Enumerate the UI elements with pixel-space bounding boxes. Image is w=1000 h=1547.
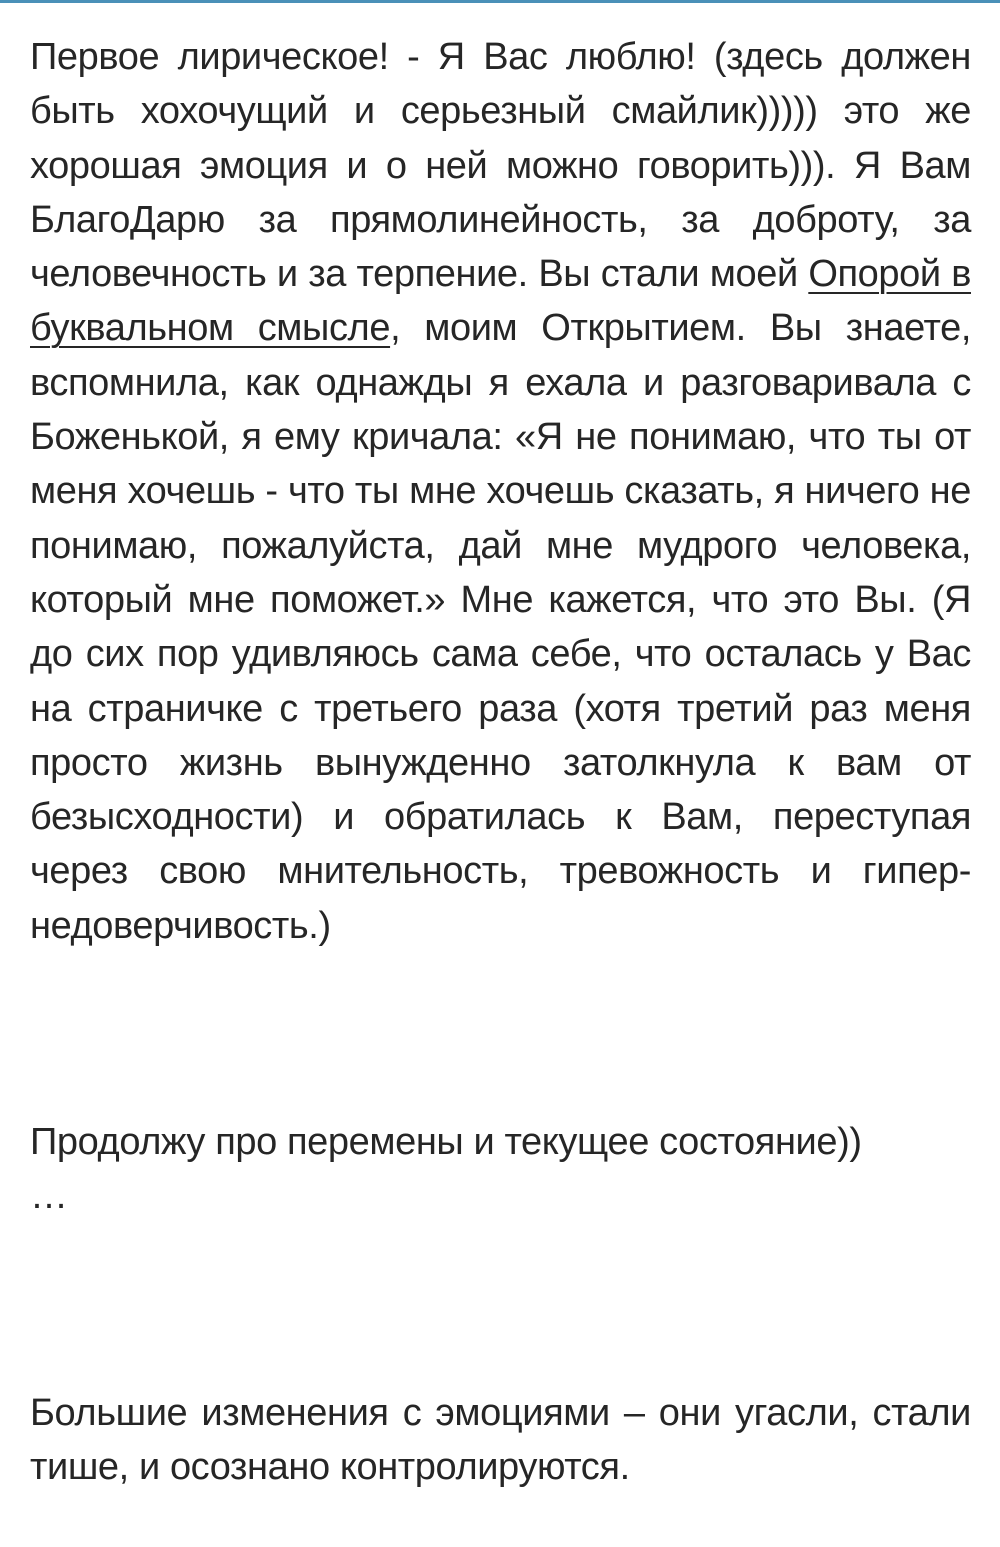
top-border-line	[0, 0, 1000, 3]
paragraph-emotions: Большие изменения с эмоциями – они угасли, стали тише, и осознано контролируются.	[30, 1391, 971, 1488]
paragraph-text-continued: , моим Открытием. Вы знаете, вспомнила, как однажды я ехала и разговаривала с Боженькой, я ему кричала: «Я не понимаю, что ты от меня хочешь - что ты мне хочешь сказать, я ничего не понимаю, пожалуйста, дай мне мудрого человека, который мне поможет.» Мне кажется, что это Вы. (Я до сих пор удивляюсь сама себе, что осталась у Вас на страничке с третьего раза (хотя третий раз меня просто жизнь вынужденно затолкнула к вам от безысходности) и обратилась к Вам, переступая через свою мнительность, тревожность и гипер-недоверчивость.)	[30, 307, 972, 947]
underlined-phrase: Опорой в буквальном смысле	[30, 253, 971, 350]
paragraph-changes: Продолжу про перемены и текущее состояние))	[30, 1121, 862, 1164]
paragraph-text: Первое лирическое! - Я Вас люблю! (здесь должен быть хохочущий и серьезный смайлик))))) это же хорошая эмоция и о ней можно говорить))). Я Вам БлагоДарю за прямолинейность, за доброту, за человечность и за терпение. Вы стали моей	[30, 36, 971, 296]
paragraph-declaration	[30, 30, 971, 953]
article-body	[30, 30, 971, 1494]
ellipsis: …	[30, 1175, 68, 1218]
